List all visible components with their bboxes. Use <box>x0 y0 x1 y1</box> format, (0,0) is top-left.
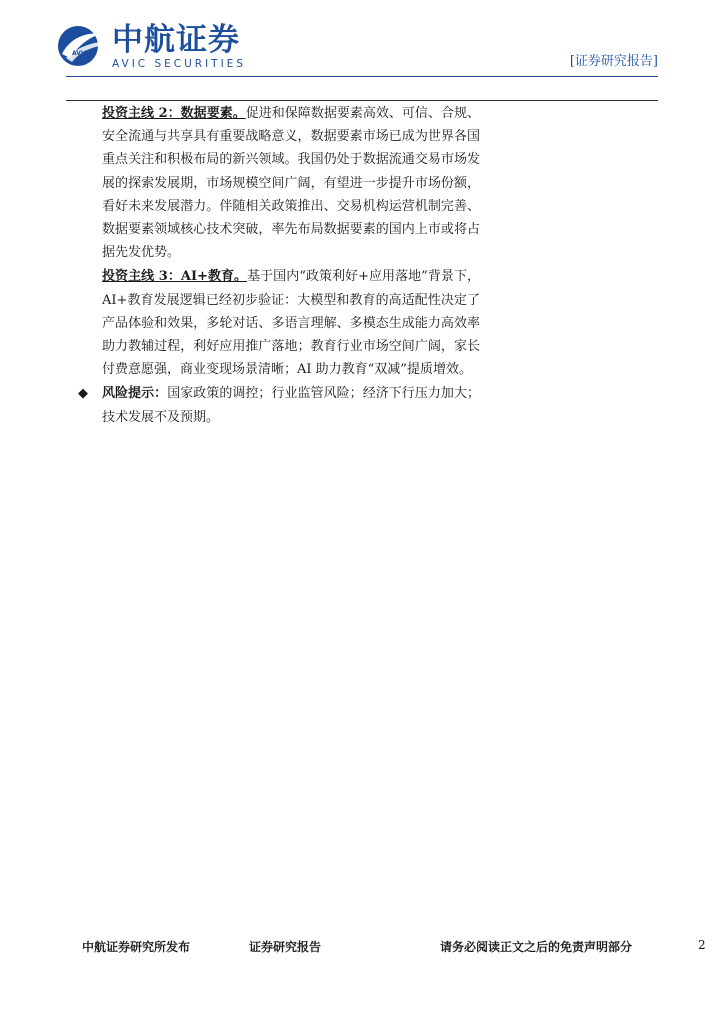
investment-line-2 <box>78 102 480 264</box>
investment-line-3-title: 投资主线 3：AI+教育。 <box>102 269 248 285</box>
diamond-bullet-icon: ◆ <box>78 386 88 402</box>
logo-chinese-name: 中航证券 <box>112 22 240 58</box>
risk-warning-title: 风险提示： <box>102 386 168 402</box>
risk-warning <box>78 382 480 428</box>
report-body <box>78 102 480 429</box>
page-number: 2 <box>698 938 706 952</box>
investment-line-3-text: 基于国内“政策利好+应用落地”背景下，AI+教育发展逻辑已经初步验证：大模型和教育的高适配性决定了产品体验和效果，多轮对话、多语言理解、多模态生成能力高效率助力教辅过程，利好应用推广落地；教育行业市场空间广阔，家长付费意愿强，商业变现场景清晰；AI 助力教育“双减”提质增效。 <box>102 269 480 378</box>
investment-line-2-text: 促进和保障数据要素高效、可信、合规、安全流通与共享具有重要战略意义，数据要素市场已成为世界各国重点关注和积极布局的新兴领域。我国仍处于数据流通交易市场发展的探索发展期，市场规模空间广阔，有望进一步提升市场份额，看好未来发展潜力。伴随相关政策推出、交易机构运营机制完善、数据要素领域核心技术突破，率先布局数据要素的国内上市或将占据先发优势。 <box>102 106 480 261</box>
investment-line-3 <box>78 265 480 381</box>
logo-english-name: AVIC SECURITIES <box>112 58 246 70</box>
investment-line-2-title: 投资主线 2：数据要素。 <box>102 106 246 121</box>
footer-disclaimer: 请务必阅读正文之后的免责声明部分 <box>440 940 633 954</box>
risk-warning-text: 国家政策的调控；行业监管风险；经济下行压力加大；技术发展不及预期。 <box>102 386 480 425</box>
logo-mark-text: AVIC <box>72 50 88 57</box>
footer-report-type: 证券研究报告 <box>249 940 322 954</box>
avic-logo-icon <box>56 24 102 68</box>
footer-publisher: 中航证券研究所发布 <box>82 940 191 954</box>
company-logo <box>56 22 256 72</box>
content-top-divider <box>66 100 658 101</box>
header-divider <box>66 76 658 77</box>
report-type-tag: [证券研究报告] <box>569 54 658 69</box>
